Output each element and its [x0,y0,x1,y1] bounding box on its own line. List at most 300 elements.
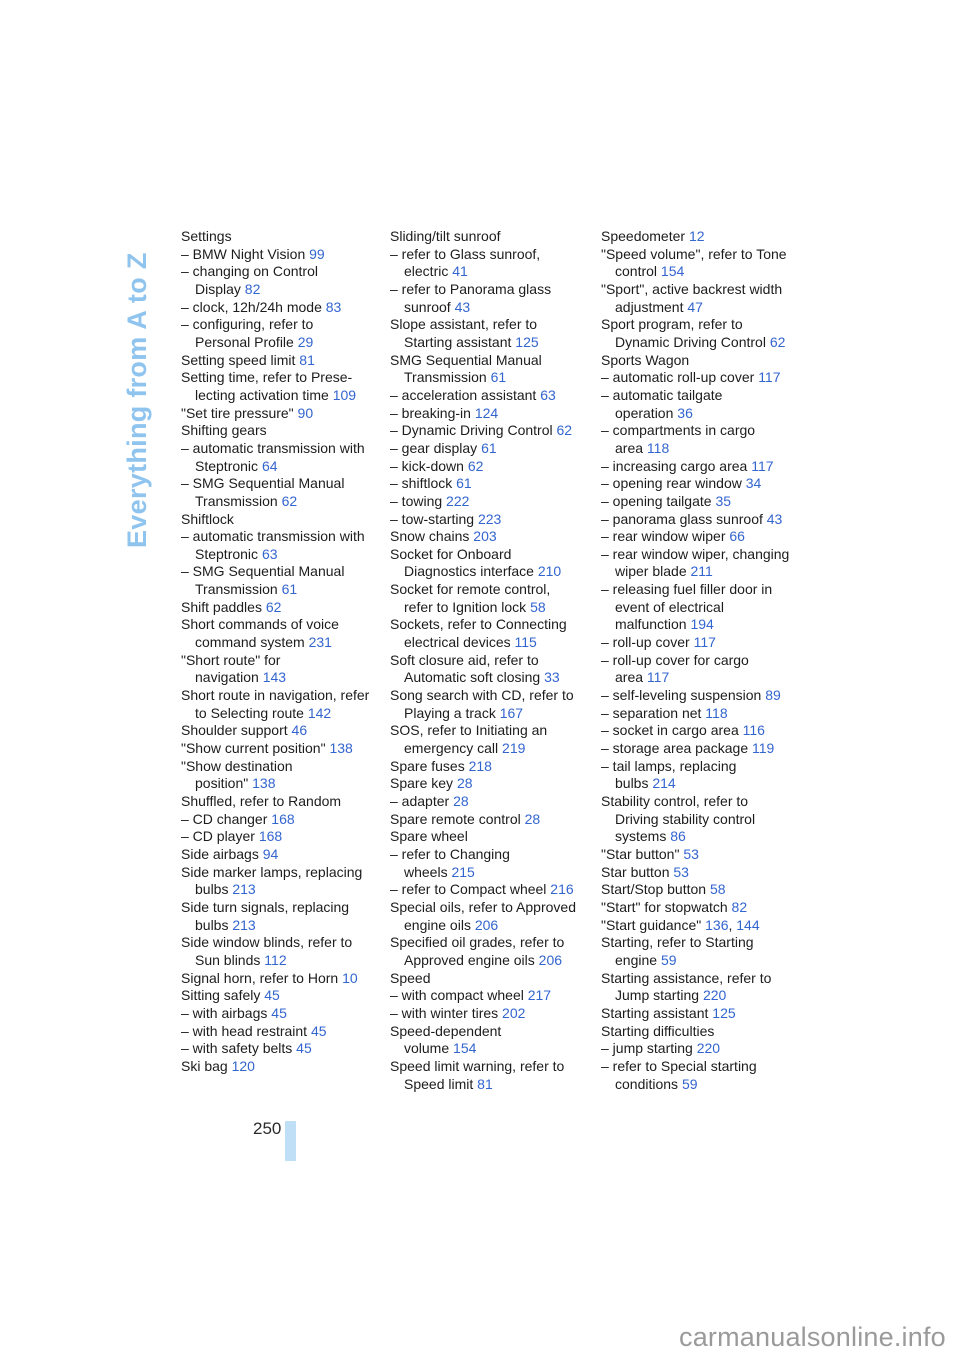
index-line [181,387,389,405]
page-ref-number: 219 [502,740,526,757]
index-entry-text: – with compact wheel [390,987,528,1004]
page-ref-number: 125 [712,1004,736,1021]
index-line [601,634,809,652]
index-line [181,440,389,458]
page-ref-number: 36 [677,404,693,421]
index-line [181,952,389,970]
index-line [181,563,389,581]
index-line [390,1076,598,1094]
index-line [181,1023,389,1041]
index-line [181,475,389,493]
index-entry-text: refer to Ignition lock [404,598,531,615]
page-ref-number: 206 [474,916,499,933]
page-ref-number: 61 [490,369,507,386]
index-line [390,440,598,458]
page-ref-number: 217 [527,987,552,1004]
index-entry-text: "Short route" for [181,651,281,668]
index-line [181,458,389,476]
index-entry-text: Short route in navigation, refer [181,687,370,704]
index-entry-text: Sport program, refer to [601,316,743,333]
index-entry-text: Starting, refer to Starting [601,934,754,951]
index-line [181,722,389,740]
index-line [601,405,809,423]
index-line [181,405,389,423]
page-ref-number: 66 [729,528,745,545]
page-ref-number: 138 [329,740,353,757]
index-line [601,1040,809,1058]
index-line [390,263,598,281]
index-entry-text: "Star button" [601,845,684,862]
page-ref-number: 61 [481,439,497,456]
index-line [181,599,389,617]
index-entry-text: Spare wheel [390,828,468,845]
index-entry-text: – refer to Special starting [601,1057,757,1074]
index-line [601,281,809,299]
index-line [601,352,809,370]
chapter-sidebar-label [122,215,158,555]
index-line [181,864,389,882]
index-entry-text: – breaking-in [390,404,475,421]
index-entry-text: Start/Stop button [601,881,710,898]
page-ref-number: 62 [556,422,573,439]
index-line [181,352,389,370]
index-line [390,811,598,829]
index-line [601,740,809,758]
index-line [601,970,809,988]
page-ref-number: 231 [308,634,332,651]
page-ref-number: 59 [681,1075,698,1092]
index-entry-text: Speed limit [404,1075,478,1092]
index-entry-text: Shuffled, refer to Random [181,793,342,809]
index-line [601,616,809,634]
index-entry-text: SOS, refer to Initiating an [390,722,548,739]
index-line [390,881,598,899]
page-ref-number: 58 [530,598,546,615]
index-entry-text: engine oils [404,916,475,933]
index-line [181,263,389,281]
index-entry-text: area [615,669,647,686]
index-line [390,722,598,740]
index-entry-text: Display [195,280,245,297]
index-entry-text: bulbs [195,916,233,933]
index-entry-text: Shoulder support [181,722,292,739]
page-ref-number: 53 [683,845,699,862]
index-line [181,581,389,599]
page-ref-number: 115 [514,634,537,651]
index-entry-text: Short commands of voice [181,616,339,633]
index-entry-text: bulbs [195,881,233,898]
index-line [390,1023,598,1041]
page-ref-number: 86 [670,828,686,845]
index-entry-text: malfunction [615,616,691,633]
index-entry-text: Specified oil grades, refer to [390,934,565,951]
index-line [601,881,809,899]
index-line [601,316,809,334]
page-ref-number: 117 [758,369,781,386]
index-entry-text: wheels [404,863,452,880]
index-entry-text: Speedometer [601,228,689,244]
index-line [181,828,389,846]
page-ref-number: 215 [451,863,475,880]
index-line [390,563,598,581]
page-ref-number: 28 [456,775,473,792]
index-entry-text: – refer to Changing [390,845,510,862]
index-line [390,352,598,370]
index-line [390,740,598,758]
page-ref-number: 168 [258,828,283,845]
index-entry-text: "Start guidance" [601,916,706,933]
index-entry-text: Shift paddles [181,598,266,615]
page-ref-number: 210 [537,563,562,580]
index-entry-text: Steptronic [195,457,262,474]
index-line [601,793,809,811]
page-ref-number: 62 [467,457,484,474]
page-ref-number: 94 [262,845,279,862]
page-ref-number: 214 [652,775,676,792]
page-ref-number: 62 [265,598,282,615]
page-number-marker-bar [285,1121,296,1161]
page-ref-number: 28 [524,810,541,827]
index-line [181,634,389,652]
page-ref-number: 138 [252,775,276,792]
page-ref-number: 220 [696,1040,721,1057]
page-ref-number: 99 [309,245,325,262]
page-ref-number: 43 [766,510,783,527]
index-line [181,811,389,829]
index-line [390,528,598,546]
index-line [390,1040,598,1058]
index-line [601,369,809,387]
index-line [390,828,598,846]
page-ref-number: 82 [731,898,748,915]
page-ref-number: 167 [499,704,524,721]
index-line [181,775,389,793]
index-entry-text: Sockets, refer to Connecting [390,616,567,633]
page-ref-number: 119 [752,740,775,757]
index-entry-text: Starting difficulties [601,1022,715,1039]
index-line [181,669,389,687]
index-entry-text: volume [404,1040,454,1057]
index-entry-text: – automatic tailgate [601,386,723,403]
index-line [601,705,809,723]
index-entry-text: event of electrical [615,598,724,615]
page-ref-number: 125 [515,333,539,350]
index-line [601,687,809,705]
page-ref-number: 10 [342,969,358,986]
page-ref-number: 29 [297,333,314,350]
index-entry-text: Transmission [404,369,491,386]
index-entry-text: – automatic transmission with [181,439,365,456]
index-line [601,546,809,564]
index-line [181,316,389,334]
index-entry-text: SMG Sequential Manual [390,351,542,368]
index-line [181,705,389,723]
index-entry-text: Approved engine oils [404,951,539,968]
index-entry-text: Playing a track [404,704,500,721]
index-line [601,387,809,405]
index-line [181,899,389,917]
index-entry-text: Stability control, refer to [601,793,749,809]
index-line [181,793,389,811]
index-line [181,369,389,387]
index-line [601,899,809,917]
index-line [181,528,389,546]
index-entry-text: – gear display [390,439,482,456]
index-line [390,775,598,793]
page-ref-number: 142 [307,704,332,721]
index-entry-text: Side window blinds, refer to [181,934,353,951]
index-line [181,546,389,564]
page-ref-number: 117 [693,634,716,651]
index-entry-text: – adapter [390,793,454,809]
index-line [390,458,598,476]
index-entry-text: lecting activation time [195,386,333,403]
index-entry-text: position" [195,775,253,792]
index-line [181,987,389,1005]
index-entry-text: operation [615,404,678,421]
index-line [181,934,389,952]
page-ref-number: 116 [742,722,765,739]
index-entry-text: Star button [601,863,674,880]
page-ref-number: 117 [646,669,670,686]
index-line [601,987,809,1005]
index-entry-text: Jump starting [615,987,703,1004]
index-line [390,846,598,864]
page-ref-number: 61 [281,581,298,598]
index-entry-text: Speed [390,969,431,986]
index-entry-text: command system [195,634,309,651]
page-ref-number: 61 [456,475,472,492]
index-line [601,811,809,829]
page-ref-number: 117 [751,457,774,474]
index-entry-text: – acceleration assistant [390,386,541,403]
index-line [390,899,598,917]
index-entry-text: – tow-starting [390,510,478,527]
index-entry-text: Starting assistant [404,333,516,350]
page-ref-number: 223 [477,510,502,527]
page-ref-number: 63 [261,545,278,562]
index-entry-text: Spare remote control [390,810,525,827]
index-entry-text: "Show destination [181,757,293,774]
index-line [601,458,809,476]
index-line [601,581,809,599]
page-ref-number: 63 [540,386,556,403]
page-ref-number: 144 [736,916,760,933]
index-entry-text: – Dynamic Driving Control [390,422,557,439]
index-entry-text: Sports Wagon [601,351,690,368]
index-entry-text: – refer to Panorama glass [390,280,552,297]
index-line [390,793,598,811]
page-ref-number: 143 [262,669,287,686]
index-line [601,246,809,264]
page-ref-number: 45 [296,1040,312,1057]
index-entry-text: – CD player [181,828,259,845]
index-line [601,228,809,246]
index-entry-text: – CD changer [181,810,272,827]
watermark-text: carmanualsonline.info [679,1322,946,1352]
index-line [181,652,389,670]
index-entry-text: – changing on Control [181,263,318,280]
index-line [390,281,598,299]
page-ref-number: 45 [264,987,280,1004]
index-entry-text: – rear window wiper [601,528,730,545]
index-line [390,422,598,440]
index-entry-text: control [615,263,661,280]
index-line [601,722,809,740]
index-entry-text: – panorama glass sunroof [601,510,767,527]
page-ref-number: 59 [660,951,677,968]
index-line [390,652,598,670]
page-ref-number: 120 [231,1057,255,1074]
index-line [390,387,598,405]
index-line [390,758,598,776]
index-entry-text: Special oils, refer to Approved [390,898,576,915]
index-line [601,1005,809,1023]
index-line [181,1040,389,1058]
index-line [390,917,598,935]
index-entry-text: conditions [615,1075,682,1092]
index-line [601,934,809,952]
index-line [601,864,809,882]
index-line [181,246,389,264]
index-line [390,952,598,970]
index-entry-text: – kick-down [390,457,468,474]
page-ref-number: 45 [271,1004,287,1021]
index-entry-text: – clock, 12h/24h mode [181,298,326,315]
page-ref-number: 154 [660,263,685,280]
index-entry-text: – BMW Night Vision [181,245,310,262]
index-entry-text: – rear window wiper, changing [601,545,790,562]
index-entry-text: Soft closure aid, refer to [390,651,539,668]
index-line [390,705,598,723]
index-line [601,828,809,846]
index-line [390,546,598,564]
index-entry-text: – increasing cargo area [601,457,752,474]
index-column [601,228,809,1093]
index-entry-text: Shiftlock [181,510,234,527]
index-entry-text: Spare fuses [390,757,469,774]
index-entry-text: Setting speed limit [181,351,300,368]
index-entry-text: electric [404,263,453,280]
index-line [390,669,598,687]
index-entry-text: – shiftlock [390,475,457,492]
page-ref-number: 83 [325,298,342,315]
index-entry-text: – roll-up cover [601,634,694,651]
index-entry-text: – refer to Glass sunroof, [390,245,541,262]
index-line [601,475,809,493]
index-line [181,422,389,440]
index-entry-text: Speed limit warning, refer to [390,1057,565,1074]
index-entry-text: – refer to Compact wheel [390,881,551,898]
page-ref-number: 53 [673,863,689,880]
index-line [390,316,598,334]
index-line [601,758,809,776]
index-line [601,440,809,458]
page-ref-number: 118 [646,439,670,456]
index-entry-text: Settings [181,228,232,244]
index-entry-text: Starting assistance, refer to [601,969,772,986]
index-entry-text: Side airbags [181,845,263,862]
index-line [601,1058,809,1076]
page-ref-number: 213 [232,916,256,933]
index-line [601,263,809,281]
index-line [390,970,598,988]
index-line [181,970,389,988]
index-line [390,475,598,493]
index-entry-text: Spare key [390,775,457,792]
index-entry-text: – tail lamps, replacing [601,757,737,774]
page-ref-number: 46 [291,722,308,739]
page-ref-number: 34 [745,475,762,492]
index-line [601,1023,809,1041]
index-line [390,987,598,1005]
index-line [390,581,598,599]
index-entry-text: – towing [390,492,447,509]
page-ref-number: 89 [765,687,781,704]
index-entry-text: electrical devices [404,634,515,651]
index-entry-text: Driving stability control [615,810,756,827]
index-entry-text: – automatic roll-up cover [601,369,759,386]
index-entry-text: engine [615,951,661,968]
page-ref-number: 41 [452,263,468,280]
index-line [601,511,809,529]
index-entry-text: wiper blade [615,563,691,580]
index-entry-text: Transmission [195,581,282,598]
index-line [181,758,389,776]
index-line [181,740,389,758]
index-entry-text: – roll-up cover for cargo [601,651,749,668]
index-line [181,846,389,864]
page-ref-number: 62 [769,333,786,350]
index-line [181,687,389,705]
index-line [601,1076,809,1094]
index-entry-text: Snow chains [390,528,474,545]
page-ref-number: 136 [705,916,729,933]
index-entry-text: Side turn signals, replacing [181,898,350,915]
page-ref-number: 82 [244,280,261,297]
page-ref-number: 202 [502,1004,526,1021]
index-column [181,228,389,1076]
index-line [601,528,809,546]
index-entry-text: – socket in cargo area [601,722,743,739]
index-entry-text: Sun blinds [195,951,265,968]
index-line [601,422,809,440]
index-line [390,1005,598,1023]
index-entry-text: – compartments in cargo [601,422,756,439]
page-ref-number: 12 [688,228,705,244]
index-entry-text: – with airbags [181,1004,272,1021]
index-entry-text: – separation net [601,704,706,721]
index-line [390,334,598,352]
index-entry-text: Transmission [195,492,282,509]
index-line [390,493,598,511]
index-line [601,669,809,687]
index-entry-text: – jump starting [601,1040,697,1057]
page-ref-number: 218 [468,757,492,774]
index-line [181,334,389,352]
index-line [390,228,598,246]
index-entry-text: Steptronic [195,545,262,562]
index-entry-text: – storage area package [601,740,752,757]
index-entry-text: – with winter tires [390,1004,503,1021]
index-line [601,846,809,864]
page-ref-number: 47 [687,298,703,315]
index-line [390,405,598,423]
index-entry-text: Song search with CD, refer to [390,687,574,704]
index-line [181,511,389,529]
page-ref-number: 45 [310,1022,327,1039]
index-entry-text: Sitting safely [181,987,265,1004]
